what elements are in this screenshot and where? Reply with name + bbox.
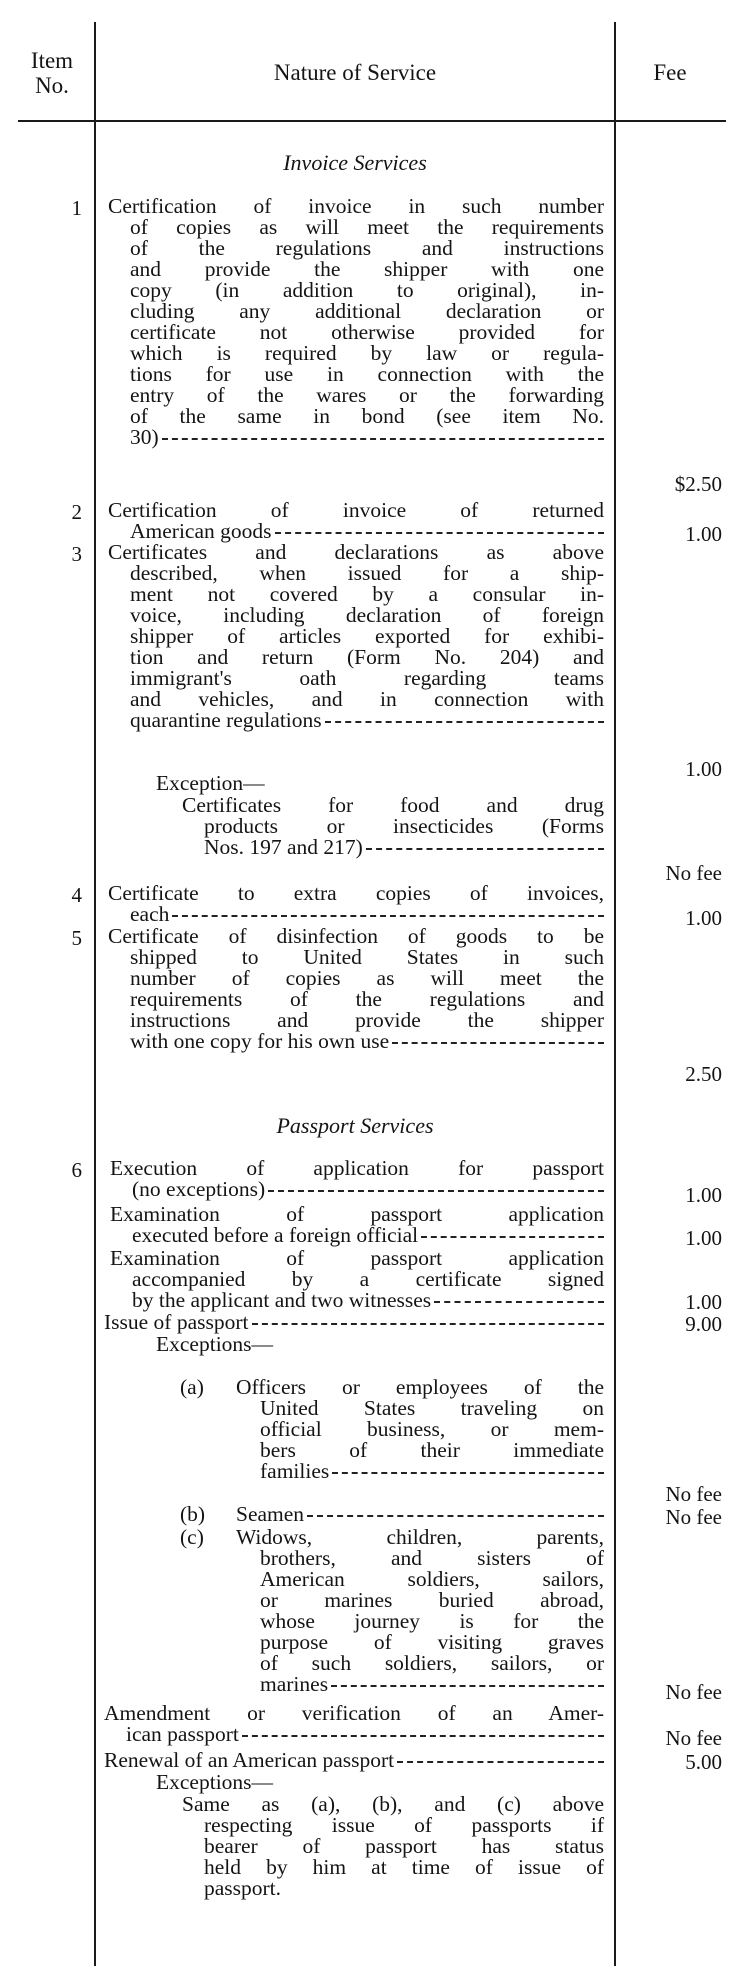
service-text-line: shipped to United States in such: [130, 945, 604, 969]
service-entry-6-execution: [110, 1158, 604, 1200]
service-text-line: Certificates for food and drug: [182, 793, 604, 817]
fee-value: 1.00: [685, 757, 722, 781]
dot-leader: [332, 1472, 604, 1474]
service-text-line: Certification of invoice of returned: [108, 498, 604, 522]
service-text-line: American soldiers, sailors,: [260, 1567, 604, 1591]
exceptions-label: [156, 1334, 456, 1355]
service-text-line: and vehicles, and in connection with: [130, 687, 604, 711]
header-nature-of-service: Nature of Service: [273, 60, 437, 85]
header-fee: Fee: [653, 60, 687, 85]
service-text-line: which is required by law or regula-: [130, 341, 604, 365]
service-text-line: Nos. 197 and 217): [204, 835, 363, 859]
section-heading-invoice: Invoice Services: [283, 150, 427, 175]
service-entry-4: [108, 883, 604, 925]
column-rule-right: [614, 22, 616, 1966]
exception-label: [156, 773, 456, 794]
service-text-line: held by him at time of issue of: [204, 1855, 604, 1879]
dot-leader: [307, 1515, 604, 1517]
service-text-line: Certificates and declarations as above: [108, 540, 604, 564]
dot-leader: [331, 1685, 604, 1687]
service-text-line: marines: [260, 1672, 329, 1696]
service-text-line: Execution of application for passport: [110, 1156, 604, 1180]
exception-marker: (c): [180, 1525, 204, 1549]
service-text-line: United States traveling on: [260, 1396, 604, 1420]
fee-value: 1.00: [685, 1290, 722, 1314]
service-text-line: by the applicant and two witnesses: [132, 1288, 432, 1312]
service-text-line: executed before a foreign official: [132, 1223, 419, 1247]
service-text-line: Examination of passport application: [110, 1202, 604, 1226]
service-text-line: with one copy for his own use: [130, 1029, 390, 1053]
service-text-line: Issue of passport: [104, 1310, 249, 1334]
service-text-line: each: [130, 902, 170, 926]
fee-value: 1.00: [685, 906, 722, 930]
service-text-line: purpose of visiting graves: [260, 1630, 604, 1654]
dot-leader: [252, 1323, 604, 1325]
service-text-line: ment not covered by a consular in-: [130, 582, 604, 606]
dot-leader: [172, 915, 604, 917]
service-text-line: of the same in bond (see item No.: [130, 404, 604, 428]
item-number: 1: [71, 196, 82, 220]
item-number: 4: [71, 883, 82, 907]
exception-marker: (b): [180, 1502, 206, 1526]
service-entry-1: [108, 196, 604, 448]
item-number: 5: [71, 926, 82, 950]
service-text-line: families: [260, 1459, 330, 1483]
service-entry-2: [108, 500, 604, 542]
fee-value: $2.50: [674, 472, 722, 496]
service-text-line: Certification of invoice in such number: [108, 194, 604, 218]
service-text-line: Amendment or verification of an Amer-: [104, 1701, 604, 1725]
service-text-line: Renewal of an American passport: [104, 1748, 395, 1772]
exception-heading: Exception—: [156, 771, 265, 795]
service-text-line: described, when issued for a ship-: [130, 561, 604, 585]
dot-leader: [268, 1190, 604, 1192]
exception-c: [180, 1527, 604, 1695]
exception-a: [180, 1377, 604, 1482]
header-item-no: [14, 48, 90, 98]
exception-marker: (a): [180, 1375, 204, 1399]
fee-value: No fee: [665, 1726, 722, 1750]
service-text-line: passport.: [204, 1876, 282, 1900]
dot-leader: [397, 1761, 604, 1763]
service-entry-3-exception: [182, 795, 604, 858]
dot-leader: [242, 1735, 604, 1737]
service-text-line: requirements of the regulations and: [130, 987, 604, 1011]
dot-leader: [162, 438, 604, 440]
service-text-line: and provide the shipper with one: [130, 257, 604, 281]
service-text-line: Seamen: [236, 1502, 305, 1526]
service-entry-6-amendment: [104, 1703, 604, 1745]
service-text-line: tion and return (Form No. 204) and: [130, 645, 604, 669]
service-text-line: brothers, and sisters of: [260, 1546, 604, 1570]
service-text-line: of copies as will meet the requirements: [130, 215, 604, 239]
dot-leader: [366, 848, 604, 850]
exception-b: [180, 1504, 604, 1525]
service-entry-5: [108, 926, 604, 1052]
dot-leader: [325, 721, 604, 723]
service-text-line: ican passport: [126, 1722, 239, 1746]
service-text-line: tions for use in connection with the: [130, 362, 604, 386]
service-text-line: copy (in addition to original), in-: [130, 278, 604, 302]
service-text-line: voice, including declaration of foreign: [130, 603, 604, 627]
service-entry-6-renewal: [104, 1750, 604, 1771]
exceptions-label: [156, 1772, 456, 1793]
service-entry-6-examination-foreign: [110, 1204, 604, 1246]
service-text-line: accompanied by a certificate signed: [132, 1267, 604, 1291]
service-text-line: number of copies as will meet the: [130, 966, 604, 990]
fee-value: 1.00: [685, 1226, 722, 1250]
service-text-line: entry of the wares or the forwarding: [130, 383, 604, 407]
service-entry-3: [108, 542, 604, 731]
exception-heading: Exceptions—: [156, 1332, 274, 1356]
dot-leader: [434, 1301, 604, 1303]
service-text-line: Same as (a), (b), and (c) above: [182, 1792, 604, 1816]
service-text-line: instructions and provide the shipper: [130, 1008, 604, 1032]
dot-leader: [421, 1236, 604, 1238]
service-text-line: Widows, children, parents,: [236, 1525, 604, 1549]
service-text-line: immigrant's oath regarding teams: [130, 666, 604, 690]
service-text-line: cluding any additional declaration or: [130, 299, 604, 323]
service-text-line: Officers or employees of the: [236, 1375, 604, 1399]
item-number: 3: [71, 542, 82, 566]
fee-value: No fee: [665, 1680, 722, 1704]
service-text-line: bearer of passport has status: [204, 1834, 604, 1858]
service-text-line: quarantine regulations: [130, 708, 322, 732]
service-text-line: 30): [130, 425, 159, 449]
item-number: 6: [71, 1158, 82, 1182]
exception-heading: Exceptions—: [156, 1770, 274, 1794]
service-text-line: or marines buried abroad,: [260, 1588, 604, 1612]
service-text-line: whose journey is for the: [260, 1609, 604, 1633]
fee-value: 2.50: [685, 1062, 722, 1086]
service-text-line: (no exceptions): [132, 1177, 266, 1201]
section-heading-passport: Passport Services: [276, 1113, 434, 1138]
header-item-line-1: Item: [30, 48, 74, 73]
header-rule: [18, 120, 726, 122]
service-text-line: Examination of passport application: [110, 1246, 604, 1270]
dot-leader: [392, 1042, 604, 1044]
fee-value: 5.00: [685, 1750, 722, 1774]
service-text-line: of the regulations and instructions: [130, 236, 604, 260]
fee-value: 1.00: [685, 1183, 722, 1207]
renewal-exception-text: [182, 1794, 604, 1899]
service-text-line: respecting issue of passports if: [204, 1813, 604, 1837]
dot-leader: [275, 532, 604, 534]
column-rule-left: [94, 22, 96, 1966]
service-text-line: American goods: [130, 519, 272, 543]
service-text-line: products or insecticides (Forms: [204, 814, 604, 838]
fee-value: 9.00: [685, 1312, 722, 1336]
service-text-line: bers of their immediate: [260, 1438, 604, 1462]
service-text-line: Certificate of disinfection of goods to be: [108, 924, 604, 948]
service-text-line: certificate not otherwise provided for: [130, 320, 604, 344]
fee-value: No fee: [665, 861, 722, 885]
service-entry-6-examination-witnesses: [110, 1248, 604, 1311]
header-item-line-2: No.: [35, 73, 69, 98]
fee-value: No fee: [665, 1505, 722, 1529]
service-text-line: shipper of articles exported for exhibi-: [130, 624, 604, 648]
service-entry-6-issue: [104, 1312, 604, 1333]
service-text-line: of such soldiers, sailors, or: [260, 1651, 604, 1675]
fee-value: No fee: [665, 1482, 722, 1506]
fee-value: 1.00: [685, 522, 722, 546]
service-text-line: official business, or mem-: [260, 1417, 604, 1441]
service-text-line: Certificate to extra copies of invoices,: [108, 881, 604, 905]
item-number: 2: [71, 500, 82, 524]
